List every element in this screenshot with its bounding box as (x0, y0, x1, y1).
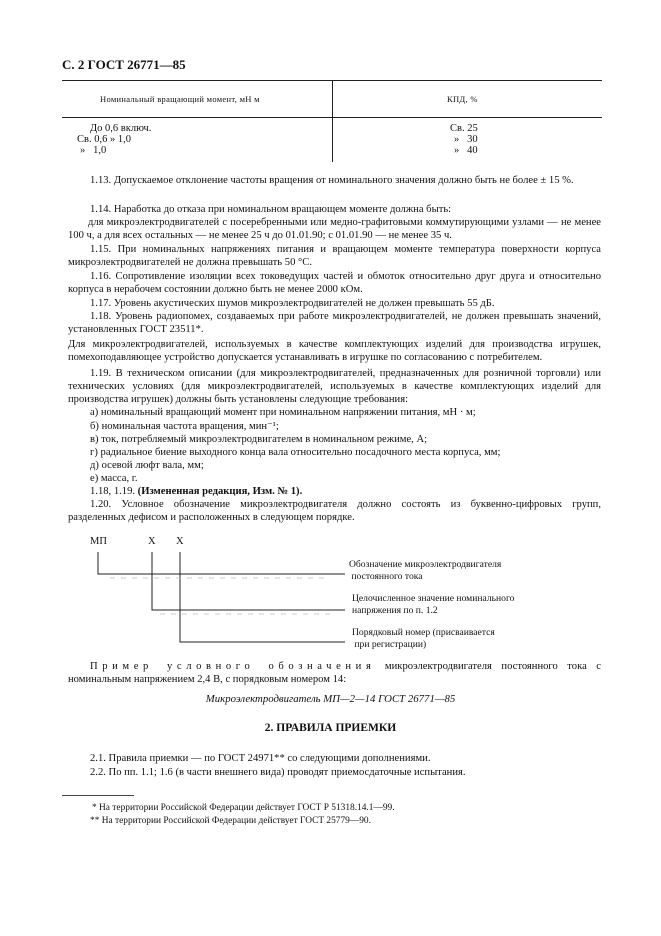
example-paragraph (68, 660, 601, 686)
paragraph-1-13: 1.13. Допускаемое отклонение частоты вращения от номинального значения должно быть не более ± 15 %. (90, 175, 574, 186)
list-item: д) осевой люфт вала, мм; (90, 460, 204, 471)
footnote-rule (62, 795, 134, 796)
footnote: * На территории Российской Федерации действует ГОСТ Р 51318.14.1—99. (92, 803, 395, 813)
section-title: 2. ПРАВИЛА ПРИЕМКИ (264, 722, 397, 734)
table-cell-efficiency: » 40 (454, 145, 478, 156)
table-cell-torque: » 1,0 (80, 145, 107, 156)
list-item: в) ток, потребляемый микроэлектродвигателем в номинальном режиме, А; (90, 434, 428, 445)
paragraph-2-2: 2.2. По пп. 1.1; 1.6 (в части внешнего вида) проводят приемосдаточные испытания. (90, 767, 466, 778)
example-lead: Пример условного обозначения (90, 661, 376, 672)
example-designation: Микроэлектродвигатель МП—2—14 ГОСТ 26771—85 (205, 693, 456, 705)
paragraph-1-17: 1.17. Уровень акустических шумов микроэлектродвигателей не должен превышать 55 дБ. (90, 298, 495, 309)
diagram-code-mp: МП (90, 536, 107, 547)
table-cell-efficiency: » 30 (454, 134, 478, 145)
paragraph-1-16: 1.16. Сопротивление изоляции всех токоведущих частей и обмоток относительно друг друга и относительно корпуса в нерабочем состоянии должно быть не менее 2000 кОм. (68, 271, 601, 296)
table-header-efficiency: КПД, % (447, 94, 478, 104)
paragraph-2-1: 2.1. Правила приемки — по ГОСТ 24971** со следующими дополнениями. (90, 753, 431, 764)
diagram-code-x2: Х (176, 536, 184, 547)
example-text: микроэлектродвигателя постоянного тока с номинальным напряжением 2,4 В, с порядковым номером 14: (68, 661, 601, 686)
list-item: е) масса, г. (90, 473, 138, 484)
table-cell-torque: Св. 0,6 » 1,0 (77, 134, 131, 145)
diagram-label-voltage: Целочисленное значение номинального напряжения по п. 1.2 (352, 593, 515, 616)
diagram-label-type: Обозначение микроэлектродвигателя постоянного тока (349, 559, 502, 582)
diagram-label-serial: Порядковый номер (присваивается при регистрации) (352, 627, 495, 650)
list-item: б) номинальная частота вращения, мин⁻¹; (90, 421, 279, 432)
amendment-prefix: 1.18, 1.19. (90, 486, 138, 497)
table-header-torque: Номинальный вращающий момент, мН м (100, 94, 260, 104)
list-item: а) номинальный вращающий момент при номинальном напряжении питания, мН · м; (90, 407, 476, 418)
table-cell-efficiency: Св. 25 (450, 123, 478, 134)
table-cell-torque: До 0,6 включ. (90, 123, 152, 134)
list-item: г) радиальное биение выходного конца вала относительно посадочного места корпуса, мм; (90, 447, 501, 458)
paragraph-1-18-note: Для микроэлектродвигателей, используемых в качестве комплектующих изделий для производства игрушек, помехоподавляющее устройство допускается устанавливать в игрушке по согласованию с потребителем. (68, 339, 601, 364)
paragraph-1-20: 1.20. Условное обозначение микроэлектродвигателя должно состоять из буквенно-цифровых групп, разделенных дефисом и расположенных в следующем порядке. (68, 499, 601, 524)
diagram-code-x1: Х (148, 536, 156, 547)
paragraph-1-14: 1.14. Наработка до отказа при номинальном вращающем моменте должна быть: (90, 204, 452, 215)
amendment-text: (Измененная редакция, Изм. № 1). (137, 486, 303, 497)
paragraph-1-18: 1.18. Уровень радиопомех, создаваемых при работе микроэлектродвигателей, не должен превышать значений, установленных ГОСТ 23511*. (68, 311, 601, 336)
paragraph-1-15: 1.15. При номинальных напряжениях питания и вращающем моменте температура поверхности корпуса микроэлектродвигателей не должна превышать 50 °С. (68, 244, 601, 269)
footnote: ** На территории Российской Федерации действует ГОСТ 25779—90. (90, 816, 371, 826)
paragraph-1-19: 1.19. В техническом описании (для микроэлектродвигателей, предназначенных для розничной торговли) или технических условиях (для микроэлектродвигателей, используемых в качестве комплектующих изделий для производства игрушек) должны быть установлены следующие требования: (68, 368, 601, 406)
paragraph-1-14-details: для микроэлектродвигателей с посеребренными или медно-графитовыми коммутирующими узлами — не менее 100 ч, а для всех остальных — не менее 25 ч до 01.01.90; с 01.01.90 — не менее 35 ч. (68, 217, 601, 242)
page-header: С. 2 ГОСТ 26771—85 (62, 57, 186, 72)
